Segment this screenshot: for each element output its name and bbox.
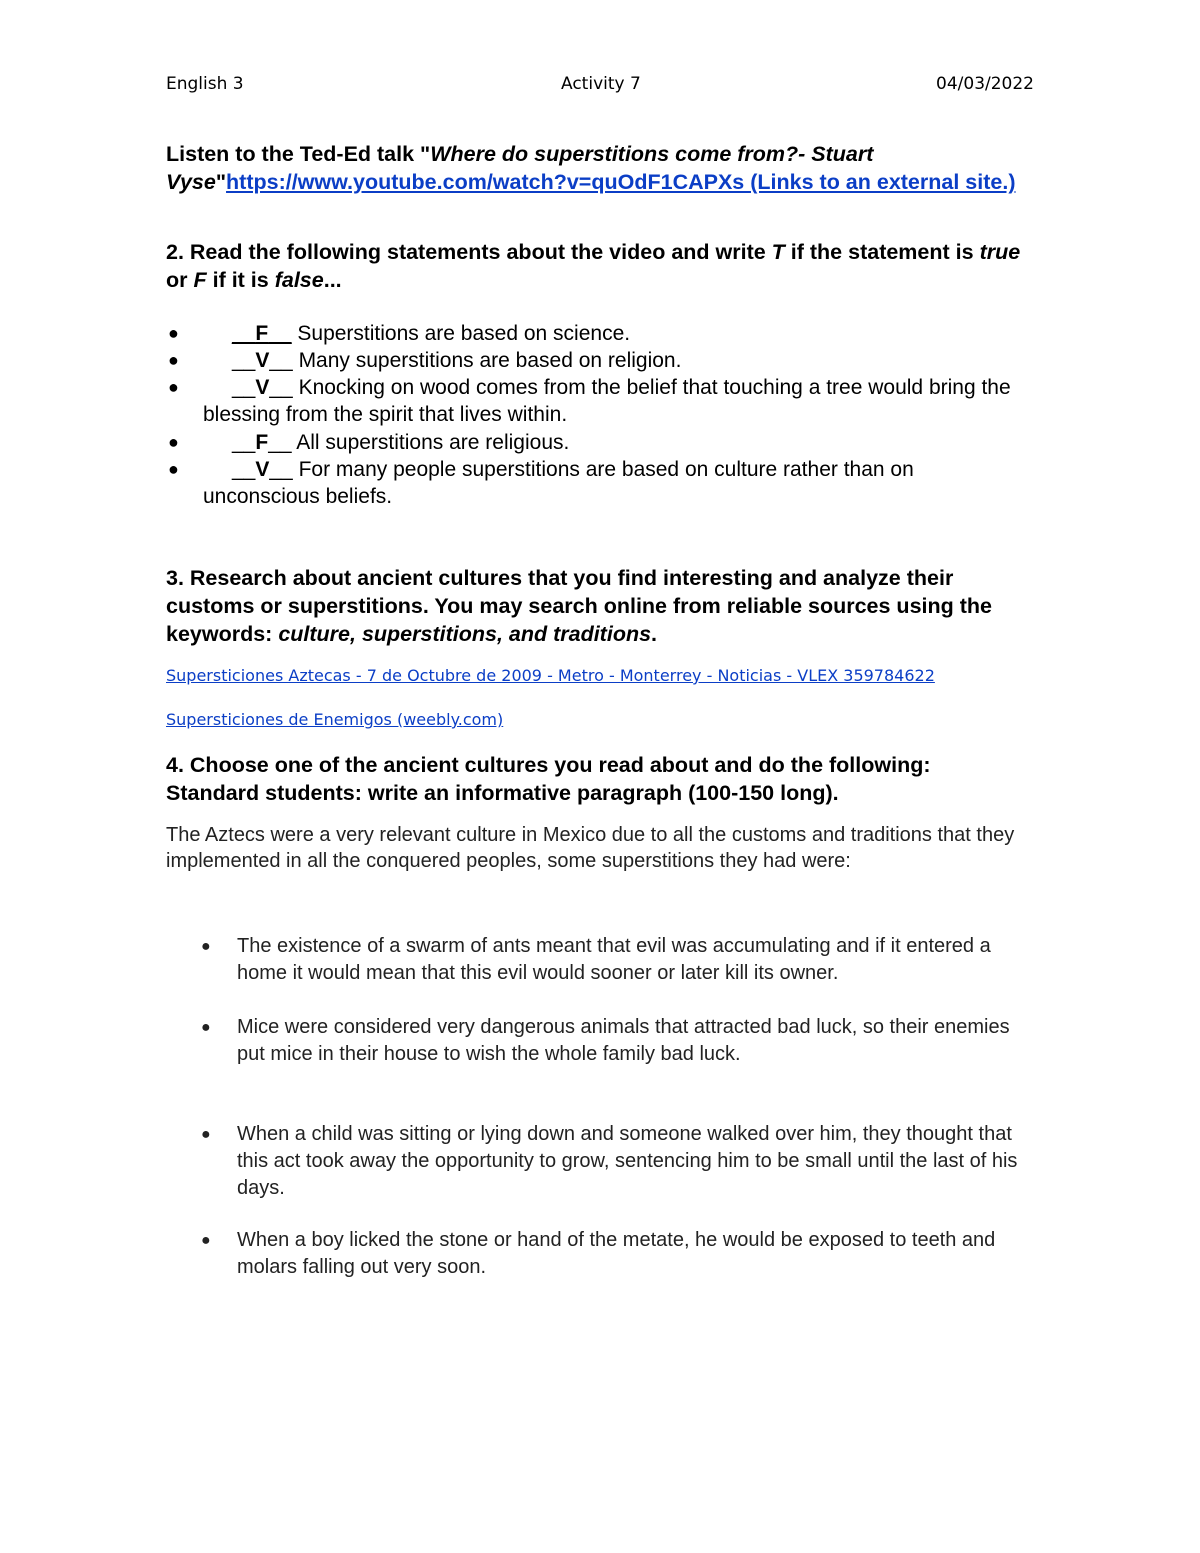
aztec-superstitions-link[interactable]: Supersticiones Aztecas - 7 de Octubre de 2009 - Metro - Monterrey - Noticias - VLEX 359784622 — [166, 666, 935, 685]
bullet-icon: ● — [201, 1232, 211, 1249]
bullet-icon: ● — [201, 1019, 211, 1036]
tf-item: ● __F__ All superstitions are religious. — [168, 431, 570, 454]
header-activity: Activity 7 — [561, 74, 641, 94]
q4-line-1: 4. Choose one of the ancient cultures you read about and do the following: — [166, 753, 931, 777]
question-4 — [166, 751, 1046, 807]
bullet-icon: ● — [168, 323, 179, 343]
q2-true-word: true — [979, 240, 1021, 264]
q3-keywords: culture, superstitions, and traditions — [278, 622, 652, 646]
intro-instruction — [166, 140, 1046, 196]
tf-statement: Knocking on wood comes from the belief that touching a tree would bring the blessing from the spirit that lives within. — [203, 376, 1011, 426]
tf-statement: Superstitions are based on science. — [291, 322, 631, 345]
intro-video-title: Where do superstitions come from?- Stuart Vyse — [166, 142, 874, 194]
aztec-paragraph: The Aztecs were a very relevant culture in Mexico due to all the customs and traditions that they implemented in all the conquered peoples, some superstitions they had were: — [166, 824, 1015, 872]
enemies-superstitions-link[interactable]: Supersticiones de Enemigos (weebly.com) — [166, 710, 504, 729]
tf-item: ● __V__ Many superstitions are based on religion. — [168, 349, 682, 372]
header-date: 04/03/2022 — [936, 74, 1034, 94]
bullet-icon: ● — [168, 350, 179, 370]
tf-statement: For many people superstitions are based on culture rather than on unconscious beliefs. — [203, 458, 914, 508]
bullet-icon: ● — [201, 1126, 211, 1143]
q2-text-1: 2. Read the following statements about the video and write — [166, 240, 772, 264]
tf-answer: V — [255, 458, 270, 481]
superstition-item — [197, 1121, 1037, 1202]
q2-t-letter: T — [771, 240, 785, 264]
superstition-text: When a boy licked the stone or hand of the metate, he would be exposed to teeth and molars falling out very soon. — [237, 1229, 996, 1278]
superstition-item — [197, 933, 1037, 987]
superstition-item — [197, 1014, 1037, 1068]
tf-answer: V — [255, 376, 270, 399]
bullet-icon: ● — [168, 432, 179, 452]
intro-lead: Listen to the Ted-Ed talk " — [166, 142, 431, 166]
question-3 — [166, 564, 1046, 648]
q2-text-2: if the statement is — [784, 240, 980, 264]
bullet-icon: ● — [168, 377, 179, 397]
tf-item: ● __F__ Superstitions are based on science. — [168, 322, 631, 345]
question-2 — [166, 238, 1046, 294]
tf-item: ● __V__ Knocking on wood comes from the belief that touching a tree would bring the blessing from the spirit that lives within. — [168, 376, 1011, 426]
bullet-icon: ● — [201, 938, 211, 955]
q2-text-3: or — [166, 268, 194, 292]
tf-statement: Many superstitions are based on religion. — [292, 349, 682, 372]
tf-answer: V — [255, 349, 270, 372]
q2-text-4: if it is — [206, 268, 275, 292]
superstition-item — [197, 1227, 1037, 1281]
q2-text-5: ... — [323, 268, 342, 292]
header-course: English 3 — [166, 74, 244, 94]
bullet-icon: ● — [168, 459, 179, 479]
youtube-link[interactable]: https://www.youtube.com/watch?v=quOdF1CAPXs (Links to an external site.) — [226, 170, 1016, 194]
superstition-text: When a child was sitting or lying down and someone walked over him, they thought that this act took away the opportunity to grow, sentencing him to be small until the last of his days. — [237, 1123, 1018, 1199]
superstition-text: The existence of a swarm of ants meant that evil was accumulating and if it entered a home it would mean that this evil would sooner or later kill its owner. — [237, 935, 991, 984]
tf-item: ● __V__ For many people superstitions are based on culture rather than on unconscious beliefs. — [168, 458, 914, 508]
q2-f-letter: F — [193, 268, 207, 292]
tf-answer: F — [255, 431, 269, 454]
q2-false-word: false — [274, 268, 324, 292]
q3-text: 3. Research about ancient cultures that you find interesting and analyze their customs or superstitions. You may search online from reliable sources using the keywords: — [166, 566, 992, 646]
q4-line-2: Standard students: write an informative paragraph (100-150 long). — [166, 781, 839, 805]
superstition-text: Mice were considered very dangerous animals that attracted bad luck, so their enemies put mice in their house to wish the whole family bad luck. — [237, 1016, 1010, 1065]
tf-answer: F — [255, 322, 269, 345]
tf-statement: All superstitions are religious. — [291, 431, 570, 454]
q3-end: . — [651, 622, 658, 646]
intro-close-quote: " — [215, 170, 227, 194]
